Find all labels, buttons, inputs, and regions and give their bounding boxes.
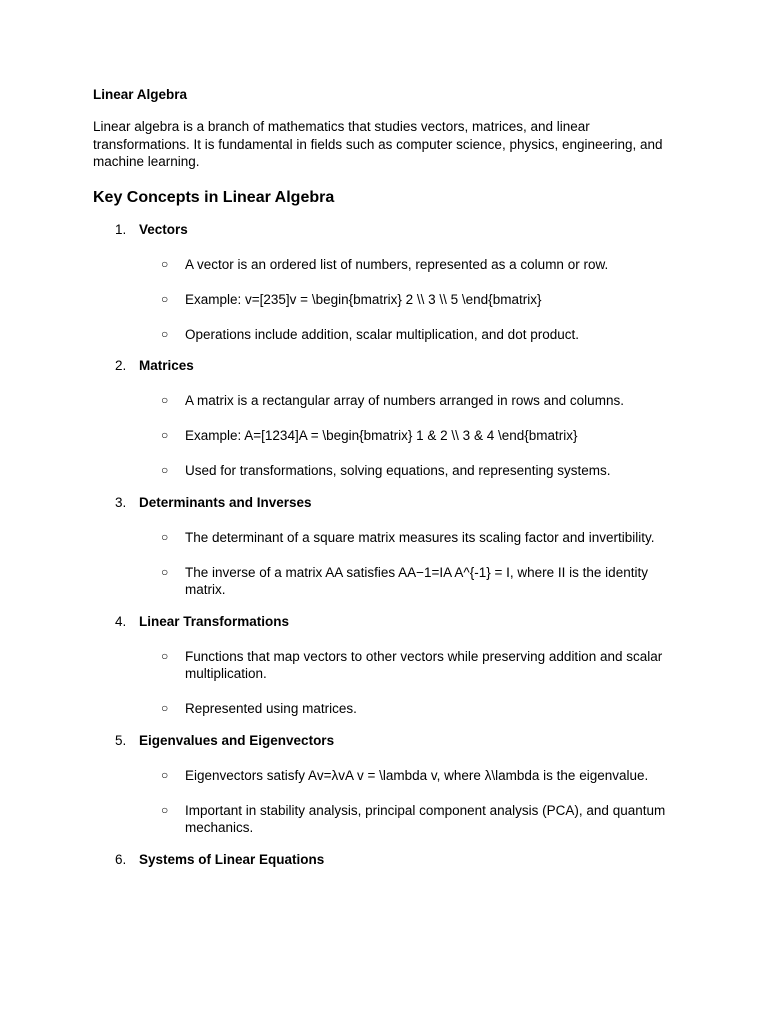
hollow-circle-bullet-icon: ○ [161,564,169,579]
concept-point [139,427,678,445]
hollow-circle-bullet-icon: ○ [161,529,169,544]
concept-point-text: Important in stability analysis, principal component analysis (PCA), and quantum mechanics. [185,802,666,835]
document-title: Linear Algebra [93,87,188,102]
concept-item [93,494,678,599]
section-heading: Key Concepts in Linear Algebra [93,188,335,206]
concept-points [139,648,678,718]
concept-item [93,357,678,480]
hollow-circle-bullet-icon: ○ [161,701,169,715]
concept-point-text: Functions that map vectors to other vectors while preserving addition and scalar multiplication. [185,648,663,681]
concept-point-text: Eigenvectors satisfy Av=λvA v = \lambda v, where λ\lambda is the eigenvalue. [185,767,649,783]
concept-title: Vectors [139,221,188,237]
hollow-circle-bullet-icon: ○ [161,463,169,477]
concept-point [139,392,678,410]
concept-number: 3. [115,494,127,510]
concept-title: Determinants and Inverses [139,494,312,510]
intro-paragraph: Linear algebra is a branch of mathematics that studies vectors, matrices, and linear transformations. It is fundamental in fields such as computer science, physics, engineering, and machine learning. [93,119,663,169]
concept-point [139,767,678,785]
concept-points [139,529,678,599]
concept-point [139,256,678,274]
concept-number: 2. [115,358,127,373]
concept-item [93,221,678,344]
concept-number: 6. [115,851,127,867]
concept-point-text: Represented using matrices. [185,701,357,716]
hollow-circle-bullet-icon: ○ [161,326,169,341]
hollow-circle-bullet-icon: ○ [161,256,169,271]
hollow-circle-bullet-icon: ○ [161,802,169,817]
concept-point [139,700,678,718]
concept-point-text: Example: v=[235]v = \begin{bmatrix} 2 \\ 3 \\ 5 \end{bmatrix} [185,291,542,307]
concept-number: 1. [115,221,127,237]
concept-point-text: Operations include addition, scalar multiplication, and dot product. [185,326,579,342]
concept-title: Eigenvalues and Eigenvectors [139,732,335,748]
concept-number: 4. [115,613,127,629]
concept-point-text: A vector is an ordered list of numbers, represented as a column or row. [185,256,609,272]
concept-point [139,291,678,309]
concept-point [139,564,678,599]
concept-point [139,648,678,683]
concept-points [139,767,678,837]
concept-point [139,802,678,837]
concept-title: Systems of Linear Equations [139,851,325,867]
concept-list [93,221,678,869]
concept-point-text: The determinant of a square matrix measures its scaling factor and invertibility. [185,529,655,545]
hollow-circle-bullet-icon: ○ [161,428,169,442]
concept-point-text: A matrix is a rectangular array of numbers arranged in rows and columns. [185,393,624,408]
concept-points [139,392,678,480]
concept-point-text: Used for transformations, solving equations, and representing systems. [185,463,611,478]
hollow-circle-bullet-icon: ○ [161,767,169,782]
hollow-circle-bullet-icon: ○ [161,393,169,407]
concept-point-text: Example: A=[1234]A = \begin{bmatrix} 1 & 2 \\ 3 & 4 \end{bmatrix} [185,428,578,443]
concept-title: Linear Transformations [139,613,290,629]
concept-point-text: The inverse of a matrix AA satisfies AA−1=IA A^{-1} = I, where II is the identity matrix. [185,564,648,597]
concept-point [139,326,678,344]
concept-point [139,462,678,480]
hollow-circle-bullet-icon: ○ [161,648,169,663]
concept-item [93,732,678,837]
concept-number: 5. [115,732,127,748]
concept-item [93,613,678,718]
hollow-circle-bullet-icon: ○ [161,291,169,306]
concept-points [139,256,678,344]
concept-title: Matrices [139,358,194,373]
concept-item [93,851,678,869]
concept-point [139,529,678,547]
